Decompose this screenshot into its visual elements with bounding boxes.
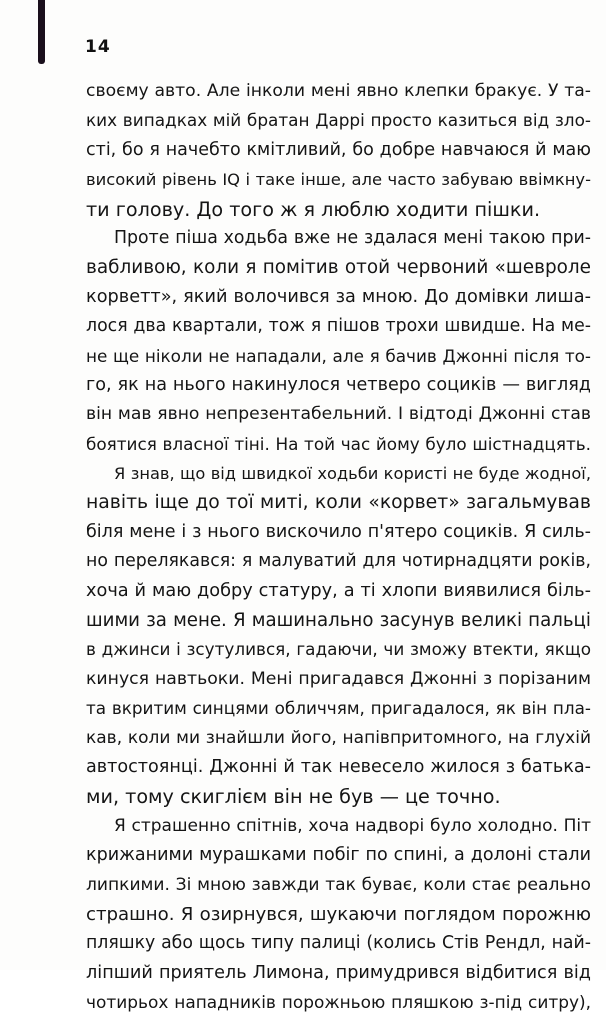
text-line: він мав явно непрезентабельний. І відтоді Джонні став [86,404,591,425]
text-line: ми, тому скиглієм він не був — це точно. [86,785,501,809]
text-line: пляшку або щось типу палиці (колись Стів Рендл, най- [86,933,591,954]
text-line: вабливою, коли я помітив отой червоний «шевроле [86,257,591,279]
text-line: лося два квартали, тож я пішов трохи швидше. На ме- [86,316,591,337]
text-line: сті, бо я начебто кмітливий, бо добре навчаюся й маю [86,139,591,160]
text-line: Проте піша ходьба вже не здалася мені такою при- [114,227,591,248]
text-line: не ще ніколи не нападали, але я бачив Джонні після то- [86,345,591,366]
text-line: ліпший приятель Лимона, примудрився відбитися від [86,962,591,983]
text-line: страшно. Я озирнувся, шукаючи поглядом порожню [86,903,591,925]
text-line: но перелякався: я малуватий для чотирнадцяти років, [86,551,591,572]
text-line: го, як на нього накинулося четверо социків — вигляд [86,374,591,395]
text-line: Я знав, що від швидкої ходьби користі не буде жодної, [114,464,591,484]
page-number: 14 [85,37,111,57]
body-text [86,77,591,1018]
text-line: Я страшенно спітнів, хоча надворі було холодно. Піт [114,815,591,836]
text-line: хоча й маю добру статуру, а ті хлопи виявилися біль- [86,580,591,601]
text-line: своєму авто. Але інколи мені явно клепки бракує. У та- [86,81,591,101]
text-line: липкими. Зі мною завжди так буває, коли стає реально [86,874,591,895]
text-line: високий рівень IQ і таке інше, але часто забуваю ввімкну- [86,170,591,190]
text-line: в джинси і зсутулився, гадаючи, чи зможу втекти, якщо [86,639,591,660]
text-line: біля мене і з нього вискочило п'ятеро социків. Я силь- [86,521,591,542]
text-line: кав, коли ми знайшли його, напівпритомного, на глухій [86,727,591,748]
text-line: шими за мене. Я машинально засунув великі пальці [86,610,591,632]
text-line: кинуся навтьоки. Мені пригадався Джонні з порізаним [86,668,591,689]
text-line: ких випадках мій братан Даррі просто казиться від зло- [86,110,591,131]
text-line: чотирьох нападників порожньою пляшкою з-під ситру), [86,992,591,1013]
text-line: крижаними мурашками побіг по спині, а долоні стали [86,845,591,866]
text-line: боятися власної тіні. На той час йому було шістнадцять. [86,433,591,454]
text-line: ти голову. До того ж я люблю ходити пішки. [86,197,541,221]
text-line: корветт», який волочився за мною. До домівки лиша- [86,286,591,307]
text-line: навіть іще до тої миті, коли «корвет» загальмував [86,492,591,514]
text-line: автостоянці. Джонні й так невесело жилося з батька- [86,756,591,777]
text-line: та вкритим синцями обличчям, пригадалося, як він пла- [86,698,591,719]
binding-edge-mark [38,0,45,64]
